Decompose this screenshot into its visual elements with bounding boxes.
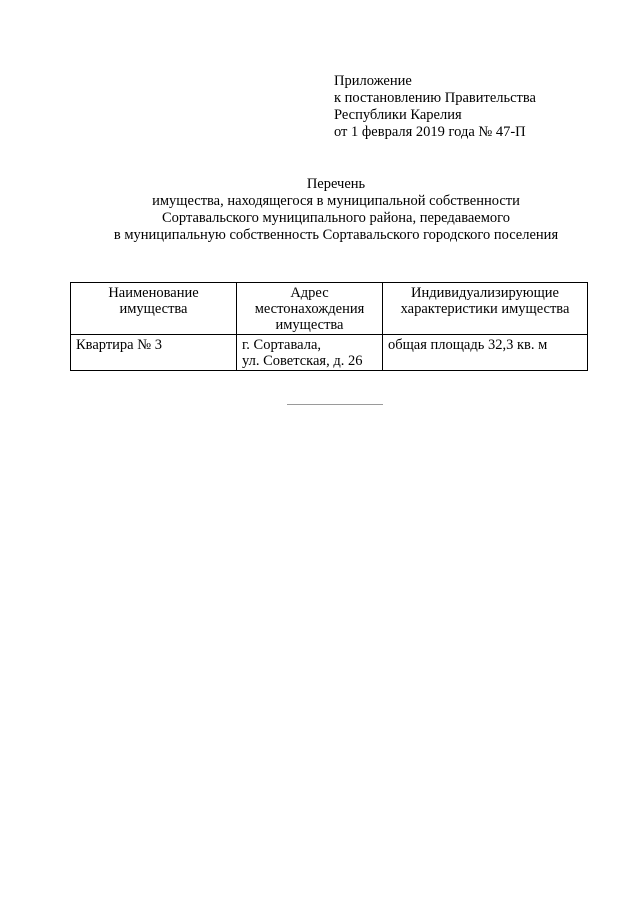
appendix-date-line: от 1 февраля 2019 года № 47-П [334,124,526,140]
title-line: Перечень [306,176,366,192]
cell-address [237,335,383,371]
property-table [70,282,588,371]
address-line: ул. Советская, д. 26 [242,353,363,369]
title-line: Сортавальского муниципального района, передаваемого [162,210,510,226]
header-text: местонахождения [254,301,365,317]
appendix-line: Республики Карелия [334,107,462,123]
appendix-line: к постановлению Правительства [334,90,536,106]
end-divider [287,404,383,405]
title-line: в муниципальную собственность Сортавальского городского поселения [113,227,559,243]
header-text: Индивидуализирующие [411,285,559,301]
table-header-row [71,283,588,335]
header-text: Наименование [108,285,199,301]
header-text: Адрес [290,285,329,301]
appendix-block [334,73,624,141]
address-line: г. Сортавала, [242,337,322,353]
cell-name: Квартира № 3 [71,335,237,371]
header-characteristics [383,283,588,335]
header-address [237,283,383,335]
header-text: имущества [275,317,344,333]
header-name [71,283,237,335]
document-title [0,176,640,244]
header-text: имущества [119,301,188,317]
header-text: характеристики имущества [400,301,570,317]
appendix-line: Приложение [334,73,412,89]
table-row [71,335,588,371]
title-line: имущества, находящегося в муниципальной собственности [152,193,520,209]
cell-characteristics: общая площадь 32,3 кв. м [383,335,588,371]
